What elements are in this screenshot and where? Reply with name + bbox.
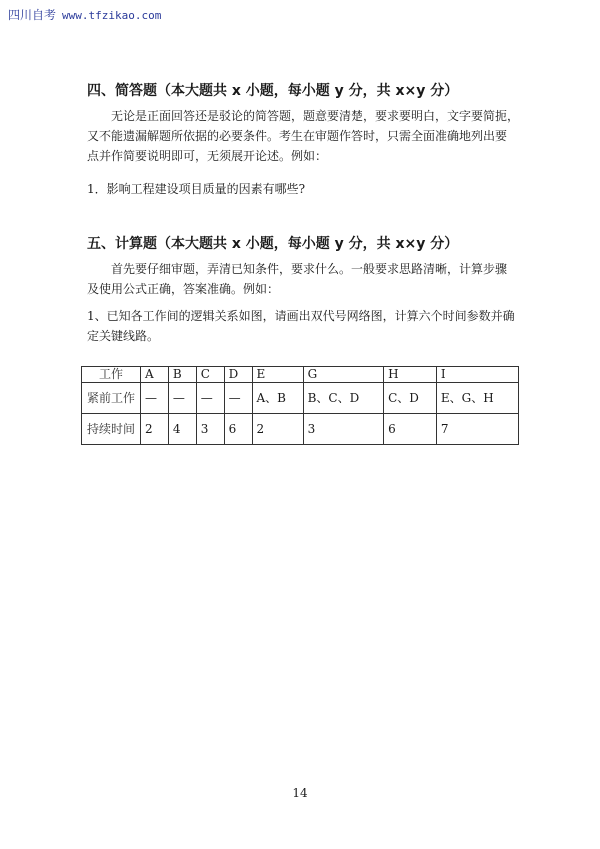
section5-example <box>87 306 527 346</box>
section5-example-line: 1、已知各工作间的逻辑关系如图，请画出双代号网络图，计算六个时间参数并确 <box>87 309 515 323</box>
table-cell: — <box>224 383 252 414</box>
section4-heading: 四、简答题（本大题共 x 小题，每小题 y 分，共 x×y 分） <box>87 83 459 99</box>
table-cell: — <box>141 383 169 414</box>
site-brand: 四川自考 <box>8 8 57 22</box>
row-label: 持续时间 <box>82 414 141 445</box>
table-cell: A <box>141 367 169 383</box>
work-relation-table <box>81 366 519 445</box>
table-cell: D <box>224 367 252 383</box>
site-url[interactable]: www.tfzikao.com <box>62 9 162 22</box>
table-cell: 2 <box>252 414 303 445</box>
section5-para-line: 首先要仔细审题，弄清已知条件，要求什么。一般要求思路清晰，计算步骤 <box>111 262 508 276</box>
table-cell: 3 <box>303 414 383 445</box>
section4-example: 1．影响工程建设项目质量的因素有哪些? <box>87 182 306 196</box>
site-header <box>8 6 161 23</box>
table-cell: C、D <box>384 383 437 414</box>
row-label: 工作 <box>82 367 141 383</box>
table-cell: 4 <box>168 414 196 445</box>
table-row <box>82 383 519 414</box>
table-cell: H <box>384 367 437 383</box>
table-cell: A、B <box>252 383 303 414</box>
table-row <box>82 414 519 445</box>
table-row <box>82 367 519 383</box>
section5-heading: 五、计算题（本大题共 x 小题，每小题 y 分，共 x×y 分） <box>87 236 459 252</box>
table-cell: 6 <box>384 414 437 445</box>
table-cell: E、G、H <box>436 383 518 414</box>
table-cell: — <box>196 383 224 414</box>
table-cell: G <box>303 367 383 383</box>
table-cell: 6 <box>224 414 252 445</box>
table-cell: B、C、D <box>303 383 383 414</box>
table-cell: 2 <box>141 414 169 445</box>
table-cell: 7 <box>436 414 518 445</box>
section5-para-line: 及使用公式正确，答案准确。例如： <box>87 282 280 296</box>
section4-para-line: 又不能遗漏解题所依据的必要条件。考生在审题作答时，只需全面准确地列出要 <box>87 129 508 143</box>
table-cell: 3 <box>196 414 224 445</box>
section5-example-line: 定关键线路。 <box>87 329 160 343</box>
row-label: 紧前工作 <box>82 383 141 414</box>
table-cell: B <box>168 367 196 383</box>
section4-para-line: 点并作简要说明即可，无须展开论述。例如： <box>87 149 328 163</box>
page-number: 14 <box>292 786 308 800</box>
section5-paragraph <box>87 259 527 299</box>
section4-paragraph <box>87 106 527 166</box>
table-cell: E <box>252 367 303 383</box>
table-cell: I <box>436 367 518 383</box>
section4-para-line: 无论是正面回答还是驳论的简答题，题意要清楚，要求要明白，文字要简扼， <box>111 109 520 123</box>
table-cell: C <box>196 367 224 383</box>
table-cell: — <box>168 383 196 414</box>
